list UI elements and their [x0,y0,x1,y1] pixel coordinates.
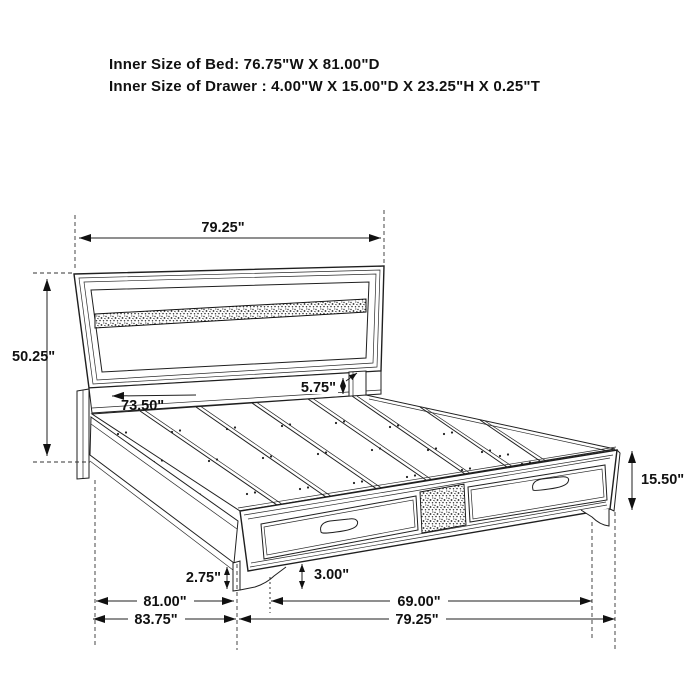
side-rail-foot [233,561,240,591]
dim-label-drawer-span: 69.00" [397,594,441,610]
dim-label-foot-width: 79.25" [395,612,439,628]
spec-text-block [109,56,540,95]
dim-label-top-width: 79.25" [201,220,245,236]
dim-label-trim: 2.75" [185,570,221,586]
dim-drawer-span [271,593,592,610]
inner-size-bed-text: Inner Size of Bed: 76.75"W X 81.00"D [109,56,380,73]
dim-label-inner-width: 73.50" [121,398,165,414]
bed-drawing [74,266,620,591]
footboard-right-foot [581,509,609,526]
dim-headboard-width [75,210,384,271]
dim-label-footboard: 15.50" [641,472,685,488]
dim-footboard-height [632,451,684,510]
dim-foot-height [302,564,349,589]
dim-label-rail: 5.75" [300,380,336,396]
headboard [74,266,384,388]
dim-depth-total [93,611,236,628]
headboard-leg [77,389,89,479]
dim-label-depth-total: 83.75" [134,612,178,628]
footboard-glitter-patch [420,484,466,533]
dim-label-foot: 3.00" [314,567,350,583]
dim-foot-width [239,611,615,628]
footboard-left-foot [240,567,286,590]
dim-depth-inner [96,593,234,610]
inner-size-drawer-text: Inner Size of Drawer : 4.00"W X 15.00"D X 23.25"H X 0.25"T [109,78,541,95]
dim-trim-height [186,567,227,589]
dim-label-depth-inner: 81.00" [143,594,187,610]
dim-label-height: 50.25" [12,349,56,365]
